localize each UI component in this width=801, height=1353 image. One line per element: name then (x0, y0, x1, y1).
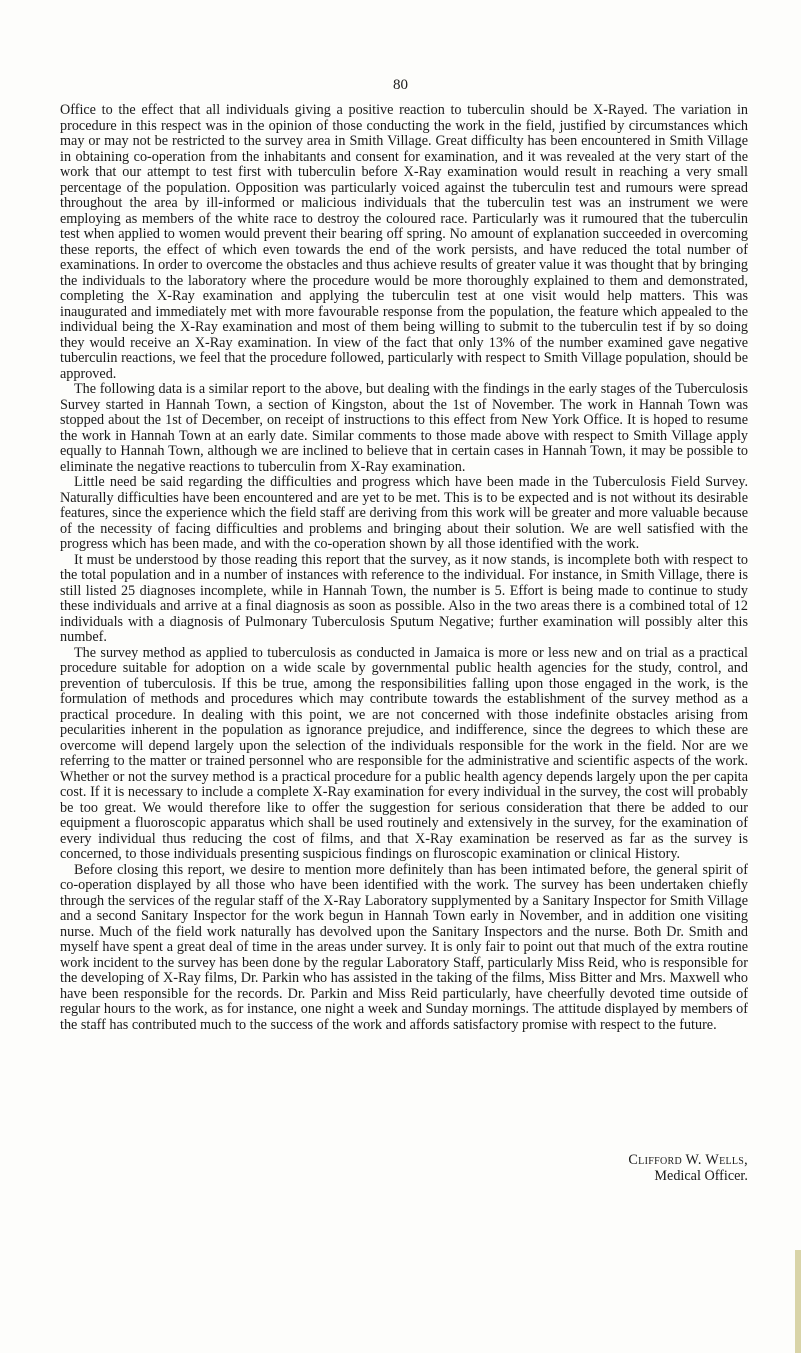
page-number: 80 (393, 77, 408, 93)
signature-block (628, 1152, 748, 1184)
signatory-name: Clifford W. Wells, (628, 1152, 748, 1168)
paragraph: The survey method as applied to tuberculosis as conducted in Jamaica is more or less new and on trial as a practical procedure suitable for adoption on a wide scale by governmental public health agencies for the study, control, and prevention of tuberculosis. If this be true, among the responsibilities falling upon those engaged in the work, is the formulation of methods and procedures which may contribute towards the establishment of the survey method as a practical procedure. In dealing with this point, we are not concerned with those indefinite obstacles arising from pecularities inherent in the population as ignorance prejudice, and indifference, since the degrees to which these are overcome will depend largely upon the selection of the individuals responsible for the work in the field. Nor are we referring to the matter or trained personnel who are responsible for the administrative and scientific aspects of the work. Whether or not the survey method is a practical procedure for a public health agency depends largely upon the per capita cost. If it is necessary to include a complete X-Ray examination for every individual in the survey, the cost will probably be too great. We would therefore like to offer the suggestion for serious consideration that there be added to our equipment a fluoroscopic apparatus which shall be used routinely and extensively in the survey, for the examination of every individual thus reducing the cost of films, and that X-Ray examination be reserved as far as the survey is concerned, to those individuals presenting suspicious findings on fluroscopic examination or clinical History. (60, 644, 748, 862)
paragraph: It must be understood by those reading this report that the survey, as it now stands, is incomplete both with respect to the total population and in a number of instances with reference to the individual. For instance, in Smith Village, there is still listed 25 diagnoses incomplete, while in Hannah Town, the number is 5. Effort is being made to continue to study these individuals and arrive at a final diagnosis as soon as possible. Also in the two areas there is a combined total of 12 individuals with a diagnosis of Pulmonary Tuberculosis Sputum Negative; further examination will possibly alter this numbef. (60, 551, 748, 645)
paragraph: Little need be said regarding the difficulties and progress which have been made in the Tuberculosis Field Survey. Naturally difficulties have been encountered and are yet to be met. This is to be expected and is not without its desirable features, since the experience which the field staff are deriving from this work will be greater and more valuable because of the necessity of facing difficulties and problems and bringing about their solution. We are well satisfied with the progress which has been made, and with the co-operation shown by all those identified with the work. (60, 474, 748, 552)
paragraph: Before closing this report, we desire to mention more definitely than has been intimated before, the general spirit of co-operation displayed by all those who have been identified with the work. The survey has been undertaken chiefly through the services of the regular staff of the X-Ray Laboratory supplymented by a Sanitary Inspector for Smith Village and a second Sanitary Inspector for the work begun in Hannah Town early in November, and in addition one visiting nurse. Much of the field work naturally has devolved upon the Sanitary Inspectors and the nurse. Both Dr. Smith and myself have spent a great deal of time in the areas under survey. It is only fair to point out that much of the extra routine work incident to the survey has been done by the regular Laboratory Staff, particularly Miss Reid, who is responsible for the developing of X-Ray films, Dr. Parkin who has assisted in the taking of the films, Miss Bitter and Mrs. Maxwell who have been responsible for the records. Dr. Parkin and Miss Reid particularly, have cheerfully devoted time outside of regular hours to the work, as for instance, one night a week and Sunday mornings. The attitude displayed by members of the staff has contributed much to the success of the work and affords satisfactory promise with respect to the future. (60, 861, 748, 1033)
report-body (60, 103, 748, 1033)
page-edge-stain (795, 1250, 801, 1353)
signatory-title: Medical Officer. (654, 1168, 748, 1184)
paragraph: Office to the effect that all individuals giving a positive reaction to tuberculin should be X-Rayed. The variation in procedure in this respect was in the opinion of those conducting the work in the field, justified by circumstances which may or may not be restricted to the survey area in Smith Village. Great difficulty has been encountered in Smith Village in obtaining co-operation from the inhabitants and consent for examination, and it was revealed at the very start of the work that our attempt to test first with tuberculin before X-Ray examination would result in reaching a very small percentage of the population. Opposition was particularly voiced against the tuberculin test and rumours were spread throughout the area by ill-informed or malicious individuals that the tuberculin test was an instrument we were employing as members of the white race to destroy the coloured race. Particularly was it rumoured that the tuberculin test when applied to women would prevent their bearing off spring. No amount of explanation succeeded in overcoming these reports, the effect of which even towards the end of the work persists, and have reduced the total number of examinations. In order to overcome the obstacles and thus achieve results of greater value it was thought that by bringing the individuals to the laboratory where the procedure would be more thoroughly explained to them and demonstrated, completing the X-Ray examination and applying the tuberculin test at one visit would help matters. This was inaugurated and immediately met with more favourable response from the population, the feature which appealed to the individual being the X-Ray examination and most of them being willing to submit to the tuberculin test if by so doing they would receive an X-Ray examination. In view of the fact that only 13% of the number examined gave negative tuberculin reactions, we feel that the procedure followed, particularly with respect to Smith Village population, should be approved. (60, 102, 748, 382)
paragraph: The following data is a similar report to the above, but dealing with the findings in the early stages of the Tuberculosis Survey started in Hannah Town, a section of Kingston, about the 1st of November. The work in Hannah Town was stopped about the 1st of December, on receipt of instructions to this effect from New York Office. It is hoped to resume the work in Hannah Town at an early date. Similar comments to those made above with respect to Smith Village apply equally to Hannah Town, although we are inclined to believe that in certain cases in Hannah Town, it may be possible to eliminate the negative reactions to tuberculin from X-Ray examination. (60, 381, 748, 475)
